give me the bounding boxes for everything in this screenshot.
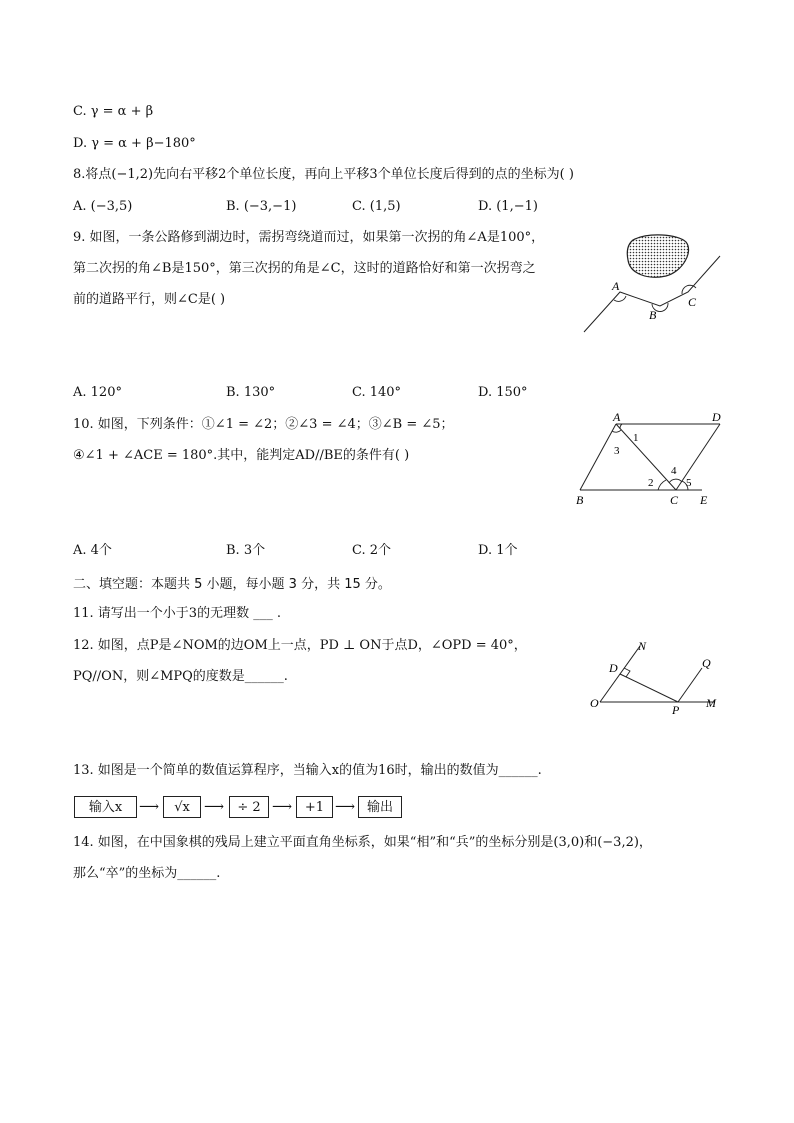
q7-option-d: D. γ = α + β−180° bbox=[73, 136, 196, 151]
q8-option-b: B. (−3,−1) bbox=[226, 199, 297, 214]
q7-option-c: C. γ = α + β bbox=[73, 104, 154, 119]
label-4: 4 bbox=[671, 465, 677, 477]
label-1: 1 bbox=[633, 432, 639, 444]
q9-option-c: C. 140° bbox=[352, 385, 402, 400]
label-b: B bbox=[576, 493, 584, 507]
label-c: C bbox=[670, 493, 679, 507]
q8-option-a: A. (−3,5) bbox=[73, 199, 133, 214]
q9-stem-line1: 9. 如图，一条公路修到湖边时，需拐弯绕道而过，如果第一次拐的角∠A是100°， bbox=[73, 230, 545, 245]
q11-stem: 11. 请写出一个小于3的无理数 ___ . bbox=[73, 606, 281, 621]
label-a: A bbox=[613, 412, 621, 424]
q8-stem: 8.将点(−1,2)先向右平移2个单位长度，再向上平移3个单位长度后得到的点的坐标为( ) bbox=[73, 167, 574, 182]
label-d: D bbox=[609, 661, 618, 675]
label-5: 5 bbox=[686, 477, 692, 489]
q13-stem: 13. 如图是一个简单的数值运算程序，当输入x的值为16时，输出的数值为______. bbox=[73, 763, 542, 778]
lake-shape bbox=[627, 235, 688, 277]
label-a: A bbox=[612, 279, 620, 293]
flow-sqrt-box: √x bbox=[163, 796, 201, 818]
flow-output-box: 输出 bbox=[358, 796, 402, 818]
q9-option-b: B. 130° bbox=[226, 385, 276, 400]
q10-option-a: A. 4个 bbox=[73, 543, 112, 558]
q10-stem-line2: ④∠1 + ∠ACE = 180°.其中，能判定AD//BE的条件有( ) bbox=[73, 448, 410, 463]
q14-stem-line1: 14. 如图，在中国象棋的残局上建立平面直角坐标系，如果“相”和“兵”的坐标分别是(3,0)和(−3,2)， bbox=[73, 835, 652, 850]
label-d: D bbox=[712, 412, 721, 424]
label-3: 3 bbox=[614, 445, 620, 457]
q10-option-d: D. 1个 bbox=[478, 543, 518, 558]
label-c: C bbox=[688, 295, 697, 309]
label-2: 2 bbox=[648, 477, 654, 489]
q10-stem-line1: 10. 如图，下列条件：①∠1 = ∠2；②∠3 = ∠4；③∠B = ∠5； bbox=[73, 417, 454, 432]
label-p: P bbox=[672, 703, 680, 717]
q9-option-d: D. 150° bbox=[478, 385, 528, 400]
q9-stem-line2: 第二次拐的角∠B是150°，第三次拐的角是∠C，这时的道路恰好和第一次拐弯之 bbox=[73, 261, 536, 276]
q9-option-a: A. 120° bbox=[73, 385, 122, 400]
flow-add-box: +1 bbox=[296, 796, 333, 818]
label-e: E bbox=[700, 493, 708, 507]
flow-arrow-icon: ⟶ bbox=[139, 799, 160, 815]
q8-option-c: C. (1,5) bbox=[352, 199, 401, 214]
q8-option-d: D. (1,−1) bbox=[478, 199, 538, 214]
q10-figure-parallelogram bbox=[570, 412, 730, 512]
label-n: N bbox=[638, 639, 647, 653]
q10-option-c: C. 2个 bbox=[352, 543, 392, 558]
q14-stem-line2: 那么“卒”的坐标为______. bbox=[73, 866, 221, 881]
flow-divide-box: ÷ 2 bbox=[229, 796, 269, 818]
flow-arrow-icon: ⟶ bbox=[204, 799, 225, 815]
q12-figure-angle bbox=[584, 636, 724, 720]
label-q: Q bbox=[702, 656, 711, 670]
q12-stem-line2: PQ//ON，则∠MPQ的度数是______. bbox=[73, 669, 288, 684]
q9-stem-line3: 前的道路平行，则∠C是( ) bbox=[73, 292, 226, 307]
flow-arrow-icon: ⟶ bbox=[272, 799, 293, 815]
flow-arrow-icon: ⟶ bbox=[335, 799, 356, 815]
q12-stem-line1: 12. 如图，点P是∠NOM的边OM上一点，PD ⊥ ON于点D，∠OPD = 40°， bbox=[73, 638, 527, 653]
q9-figure-lake-road bbox=[578, 230, 728, 340]
q10-option-b: B. 3个 bbox=[226, 543, 266, 558]
label-m: M bbox=[706, 696, 716, 710]
label-o: O bbox=[590, 696, 599, 710]
angle-c-arc bbox=[682, 285, 696, 294]
flow-input-box: 输入x bbox=[74, 796, 137, 818]
label-b: B bbox=[649, 308, 657, 322]
section-fill-in-title: 二、填空题：本题共 5 小题，每小题 3 分，共 15 分。 bbox=[73, 577, 391, 592]
